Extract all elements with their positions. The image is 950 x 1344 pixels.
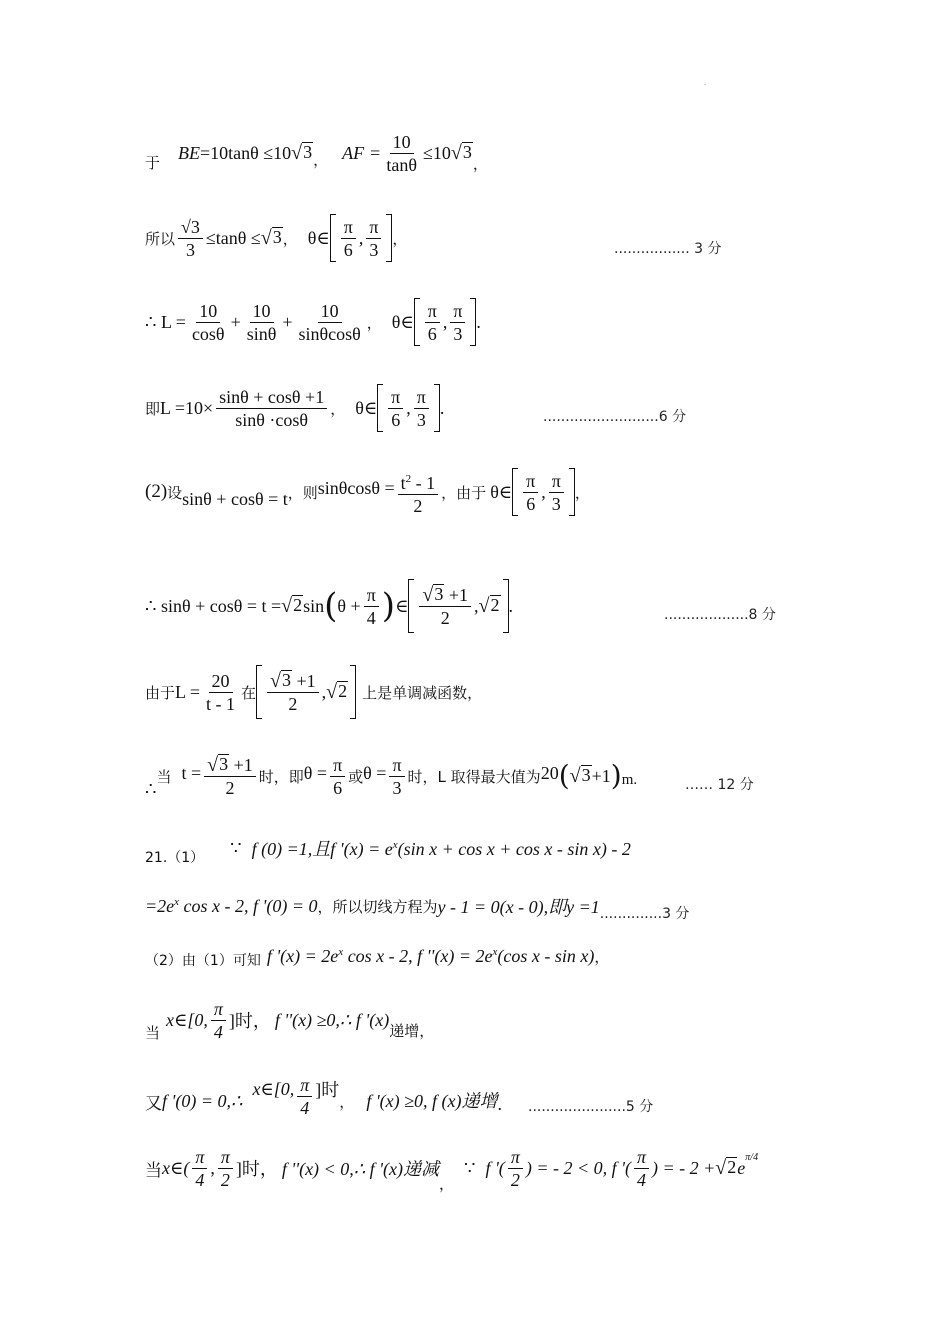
fraction: $\frac{10}{\sin\theta\cos\theta}$ xyxy=(298,300,361,344)
line-1 xyxy=(145,128,488,178)
period: . xyxy=(508,595,514,616)
fraction: $\frac{\sin\theta + \cos\theta +1}{\sin\theta \cdot\cos\theta}$ xyxy=(216,386,327,431)
corner-mark: . xyxy=(704,78,707,87)
expr: x∈[0, xyxy=(252,1078,295,1099)
comma: ， xyxy=(330,399,346,418)
comma: ， xyxy=(282,229,298,248)
text: 于 xyxy=(145,153,161,172)
text: 由于 xyxy=(145,683,176,702)
text: 递增， xyxy=(389,1021,435,1040)
line-9 xyxy=(145,828,631,868)
equals: = xyxy=(370,142,381,163)
line-6 xyxy=(145,578,513,634)
af-label: AF xyxy=(342,142,365,163)
score-5: ......................5 分 xyxy=(528,1099,654,1115)
expr: f '$(x) = 2e^x$ cos x - 2, f ''$(x) = 2e^x(\cos$ x - sin x) xyxy=(266,945,595,966)
line-12 xyxy=(145,994,434,1046)
in: ∈ xyxy=(395,595,409,616)
sqrt-3: √ 3 xyxy=(291,142,313,164)
tangent-eq: y - 1 = 0(x - 0),即y =1 xyxy=(437,897,600,917)
fraction: $\frac{10}{\sin\theta}$ xyxy=(246,300,277,344)
text: ，所以切线方程为 xyxy=(317,897,438,916)
theta-in: θ∈ xyxy=(307,227,330,248)
line-7 xyxy=(145,664,482,720)
fraction-sqrt3-3: $\frac{√3}{3}$ xyxy=(178,216,203,261)
sqrt-3: √ 3 xyxy=(569,765,591,787)
theta-in: θ∈ xyxy=(391,311,414,332)
comma: ， xyxy=(574,483,590,502)
fraction: $\frac{\pi}{4}$ xyxy=(634,1146,649,1191)
text: （2）由（1）可知 xyxy=(145,953,261,969)
fraction: $\frac{\pi}{4}$ xyxy=(297,1074,312,1119)
therefore: ∴ xyxy=(145,778,157,799)
expr: ∴ sinθ + cosθ = t = xyxy=(145,595,282,616)
expr: ) = - 2 < 0, f '( xyxy=(525,1157,631,1178)
expr: sinθ + cosθ = t xyxy=(182,488,288,509)
line-8 xyxy=(145,748,637,804)
text: 当 xyxy=(156,767,172,786)
fraction: $\frac{\pi}{4}$ xyxy=(211,998,226,1043)
expr: sinθcosθ = xyxy=(317,477,395,498)
line-14 xyxy=(145,1140,758,1196)
text: 所以 xyxy=(145,229,176,248)
interval: $\frac{\pi}{6}$ , $\frac{\pi}{3}$ xyxy=(512,468,575,516)
sqrt-3: √ 3 xyxy=(260,227,282,249)
right-paren: ) xyxy=(381,586,396,626)
sin: sin xyxy=(303,595,325,616)
expr: L =10× xyxy=(160,397,214,418)
expr: L = xyxy=(175,681,200,702)
be-label: BE xyxy=(178,142,201,163)
line-4 xyxy=(145,382,444,434)
question-label: 21.（1） xyxy=(145,850,205,866)
interval: $\frac{\pi}{6}$ , $\frac{\pi}{3}$ xyxy=(414,298,477,346)
line-5 xyxy=(145,466,590,518)
expr: f '(x) ≥0, f (x)递增 xyxy=(366,1091,498,1111)
interval: $\frac{\pi}{6}$ , $\frac{\pi}{3}$ xyxy=(377,384,440,432)
text: 或 xyxy=(348,767,364,786)
text: 又 xyxy=(145,1093,162,1114)
because: ∵ xyxy=(464,1157,476,1178)
expr: t = xyxy=(181,762,202,783)
max-value: 20 xyxy=(540,762,559,783)
line-13 xyxy=(145,1070,653,1122)
expr: f ''(x) ≥0,∴ f '(x) xyxy=(274,1009,390,1030)
expr: x∈( xyxy=(162,1157,190,1178)
e: e xyxy=(737,1157,746,1178)
fraction: $\frac{t^2 - 1}{2}$ xyxy=(398,468,439,517)
be-expr: =10tanθ ≤10 xyxy=(200,142,292,163)
left-paren: ( xyxy=(558,759,570,792)
theta-in: θ∈ xyxy=(490,481,513,502)
expr: +1 xyxy=(591,765,611,786)
theta-in: θ∈ xyxy=(355,397,378,418)
sqrt-2: √ 2 xyxy=(281,595,303,617)
expr: f '( xyxy=(485,1157,505,1178)
af-expr: ≤10 xyxy=(422,142,451,163)
score-3: ................. 3 分 xyxy=(614,241,722,257)
expr: θ = xyxy=(303,762,328,783)
fraction-10-tan: $\frac{10}{\tan\theta}$ xyxy=(386,131,417,175)
interval: √ 3 +1 2 , √ 2 xyxy=(408,579,508,633)
line-11 xyxy=(145,938,609,974)
unit: m. xyxy=(621,771,638,788)
fraction: √ 3 +1 2 xyxy=(204,754,256,799)
exponent: π/4 xyxy=(745,1151,759,1163)
comma: ， xyxy=(313,150,329,169)
fraction: $\frac{20}{t - 1}$ xyxy=(206,670,235,714)
text: 时，L 取得最大值为 xyxy=(407,767,541,786)
fraction: $\frac{\pi}{4}$ xyxy=(192,1146,207,1191)
because: ∵ xyxy=(230,837,242,858)
fraction: $\frac{\pi}{3}$ xyxy=(389,754,404,799)
expr: f (0) =1,且f '$(x) = e^x(\sin$ x + cos x + cos x - sin x) - 2 xyxy=(251,839,631,859)
period: . xyxy=(497,1093,502,1114)
comma: ， xyxy=(472,154,488,173)
text: 当 xyxy=(145,1160,162,1181)
text: 即 xyxy=(145,399,161,418)
fraction: $\frac{\pi}{6}$ xyxy=(330,754,345,799)
comma: ， xyxy=(438,1174,454,1193)
right-paren: ) xyxy=(610,759,622,792)
text: 设 xyxy=(167,483,183,502)
score-12: …… 12 分 xyxy=(685,777,754,793)
text: 上是单调减函数， xyxy=(362,683,483,702)
expr: ≤tanθ ≤ xyxy=(205,227,261,248)
score-3b: ..............3 分 xyxy=(599,906,690,922)
expr: ∴ L = xyxy=(145,311,186,332)
expr: x∈[0, xyxy=(166,1009,208,1030)
expr: ) = - 2 + xyxy=(652,1157,716,1178)
left-paren: ( xyxy=(324,586,338,626)
part-label: (2) xyxy=(145,481,168,502)
fraction: $\frac{\pi}{4}$ xyxy=(364,584,379,629)
fraction: $\frac{10}{\cos\theta}$ xyxy=(191,300,225,344)
interval: √ 3 +1 2 , √ 2 xyxy=(256,665,356,719)
period: . xyxy=(439,397,445,418)
comma: ， xyxy=(594,947,610,966)
expr: f ''(x) < 0,∴ f '(x)递减 xyxy=(281,1159,439,1179)
text: ]时， xyxy=(235,1159,278,1179)
score-8: ...................8 分 xyxy=(664,607,776,623)
period: . xyxy=(476,311,481,332)
plus: + xyxy=(230,311,241,332)
sep: , xyxy=(210,1157,215,1178)
interval: $\frac{\pi}{6}$ , $\frac{\pi}{3}$ xyxy=(330,214,393,262)
text: 在 xyxy=(241,683,257,702)
text: ，由于 xyxy=(441,483,487,502)
comma: ， xyxy=(366,313,382,332)
expr: θ + xyxy=(337,595,361,616)
line-10 xyxy=(145,888,689,924)
plus: + xyxy=(282,311,293,332)
comma: ， xyxy=(392,229,408,248)
fraction: $\frac{\pi}{2}$ xyxy=(218,1146,233,1191)
text: 时，即 xyxy=(258,767,304,786)
line-3 xyxy=(145,296,481,348)
text: ]时， xyxy=(228,1011,271,1031)
text: ]时 xyxy=(315,1080,340,1100)
line-2 xyxy=(145,212,407,264)
score-6: ..........................6 分 xyxy=(543,409,687,425)
sqrt-3: √ 3 xyxy=(450,142,472,164)
expr: $=2e^x$ cos x - 2, f '(0) = 0 xyxy=(145,895,318,916)
expr: θ = xyxy=(363,762,387,783)
expr: f '(0) = 0,∴ xyxy=(162,1090,243,1111)
fraction: $\frac{\pi}{2}$ xyxy=(508,1146,523,1191)
text: ，则 xyxy=(287,483,318,502)
comma: ， xyxy=(339,1092,355,1111)
text: 当 xyxy=(145,1023,161,1042)
sqrt-2: √ 2 xyxy=(715,1157,737,1179)
